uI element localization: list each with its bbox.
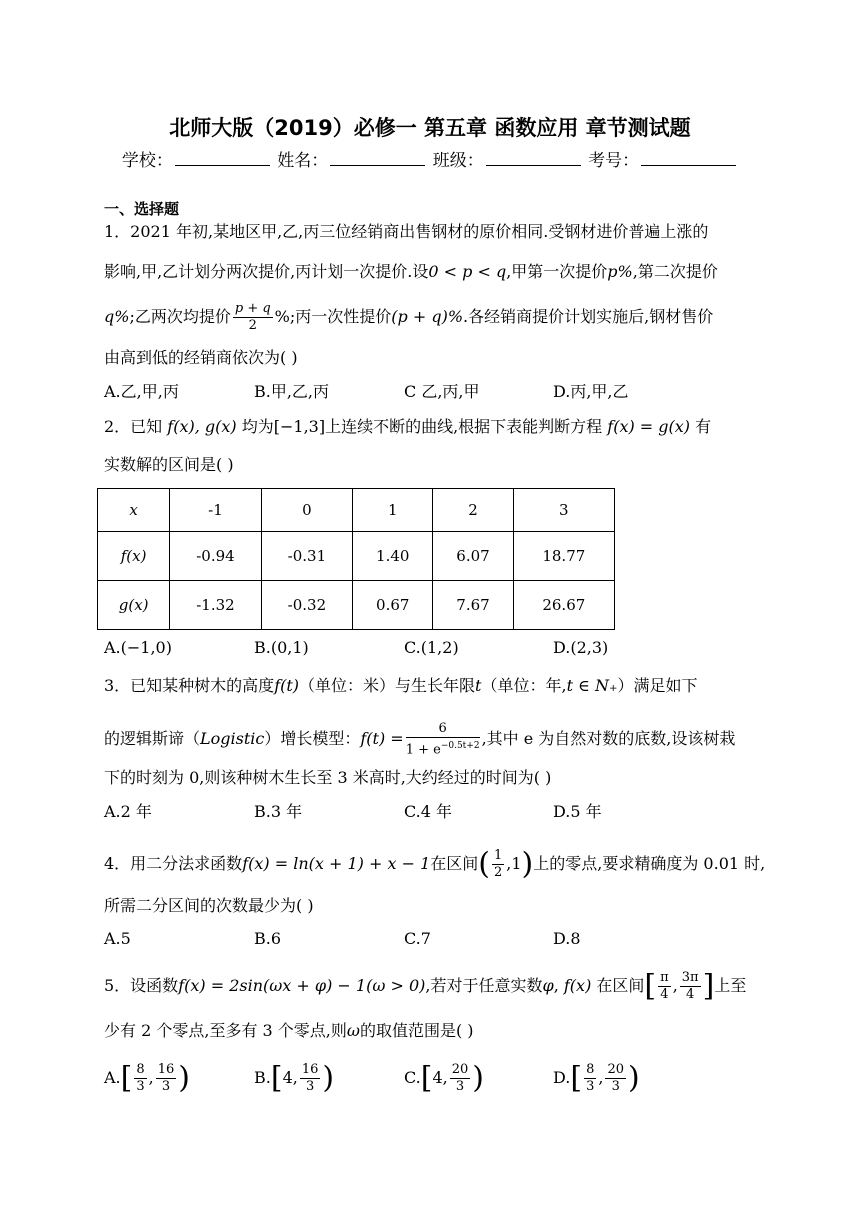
exponent: −0.5t+2 xyxy=(440,741,480,751)
denominator: 2 xyxy=(493,865,503,880)
q1-math: (p + q)% xyxy=(391,307,464,326)
bracket-close: ) xyxy=(627,1060,640,1096)
q2-text: 2．已知 xyxy=(104,417,163,436)
q1-line-3 xyxy=(104,301,713,334)
q2-line-2: 实数解的区间是( ) xyxy=(104,455,234,474)
q1-line-4: 由高到低的经销商依次为( ) xyxy=(104,348,298,367)
paren-close: ) xyxy=(521,846,534,882)
q2-value-table xyxy=(97,488,615,630)
table-cell: -0.31 xyxy=(261,532,352,581)
student-info-line xyxy=(0,146,860,171)
q4-text: 4．用二分法求函数 xyxy=(104,854,243,873)
page-title: 北师大版（2019）必修一 第五章 函数应用 章节测试题 xyxy=(169,116,691,140)
q3-option-b[interactable]: B.3 年 xyxy=(254,802,303,821)
q2-option-a[interactable]: A.(−1,0) xyxy=(104,638,172,657)
table-cell xyxy=(98,581,170,630)
q3-text: ）增长模型： xyxy=(264,729,361,749)
q1-math: q% xyxy=(104,307,130,326)
denominator: 4 xyxy=(660,987,669,1002)
fraction xyxy=(584,1062,596,1095)
table-header-row xyxy=(98,489,615,532)
q1-text: .各经销商提价计划实施后,钢材售价 xyxy=(463,307,714,326)
bracket-open: [ xyxy=(420,1060,433,1096)
q5-line-2 xyxy=(104,1021,474,1041)
fraction xyxy=(300,1062,321,1095)
numerator: 8 xyxy=(136,1062,145,1077)
q4-line-1 xyxy=(104,848,765,881)
fraction xyxy=(492,848,504,881)
bracket-close: ) xyxy=(178,1060,190,1096)
q4-line-2: 所需二分区间的次数最少为( ) xyxy=(104,896,314,915)
q1-math: p% xyxy=(607,262,633,281)
q2-option-b[interactable]: B.(0,1) xyxy=(254,638,309,657)
q5-math: f(x) = 2sin(ωx + φ) − 1(ω > 0) xyxy=(178,976,426,995)
q3-math: f(t) = xyxy=(360,729,404,749)
denominator: 4 xyxy=(686,987,695,1002)
option-prefix: D. xyxy=(553,1068,571,1087)
q1-line-2 xyxy=(104,262,718,282)
table-cell: 7.67 xyxy=(433,581,513,630)
q3-line-1 xyxy=(104,676,697,696)
q2-math: [−1,3] xyxy=(273,417,326,436)
denominator-base: 1 + e xyxy=(405,742,441,758)
school-label: 学校： xyxy=(121,151,173,171)
bracket-open: [ xyxy=(644,968,657,1004)
q5-text: , xyxy=(553,976,559,995)
q3-text: ,其中 e 为自然对数的底数,设该树栽 xyxy=(481,729,736,749)
q1-line-1: 1．2021 年初,某地区甲,乙,丙三位经销商出售钢材的原价相同.受钢材进价普遍上涨的 xyxy=(104,222,709,241)
q1-option-c[interactable]: C 乙,丙,甲 xyxy=(404,382,480,401)
q2-option-d[interactable]: D.(2,3) xyxy=(553,638,609,657)
q4-text: 上的零点,要求精确度为 0.01 时, xyxy=(533,854,766,873)
class-label: 班级： xyxy=(432,151,484,171)
q5-line-1: 5．设函数f(x) = 2sin(ωx + φ) − 1(ω > 0),若对于任意实数φ, f(x) 在区间[ $\frac{\pi}{4}$ , $\frac{3\pi}{4}$ ]上至 xyxy=(104,968,747,1004)
q4-option-a[interactable]: A.5 xyxy=(104,929,131,948)
q1-option-d[interactable]: D.丙,甲,乙 xyxy=(553,382,629,401)
option-prefix: C. xyxy=(404,1068,421,1087)
q3-text: （单位：米）与生长年限 xyxy=(299,676,476,695)
numerator: 8 xyxy=(586,1062,595,1077)
q2-text: 有 xyxy=(695,417,712,436)
table-cell: 0.67 xyxy=(353,581,433,630)
q3-option-d[interactable]: D.5 年 xyxy=(553,802,602,821)
bracket-open: [ xyxy=(120,1060,133,1096)
numerator: 16 xyxy=(301,1062,319,1077)
q4-math: ,1 xyxy=(506,854,522,873)
table-cell: 3 xyxy=(513,489,614,532)
numerator: 6 xyxy=(406,721,480,738)
q1-text: ,甲第一次提价 xyxy=(506,262,608,281)
name-blank xyxy=(330,151,425,166)
q2-line-1 xyxy=(104,417,711,437)
table-cell xyxy=(98,532,170,581)
fraction xyxy=(156,1062,177,1095)
bracket-close: ] xyxy=(702,968,715,1004)
numerator: 20 xyxy=(451,1062,469,1077)
fraction xyxy=(605,1062,626,1095)
table-cell-text: f(x) xyxy=(120,547,147,565)
denominator: 3 xyxy=(136,1079,145,1094)
denominator: 3 xyxy=(611,1079,620,1094)
denominator xyxy=(406,738,480,758)
numerator: π xyxy=(660,970,669,985)
numerator: 16 xyxy=(157,1062,175,1077)
table-cell: -1 xyxy=(170,489,261,532)
fraction xyxy=(658,970,671,1003)
q5-math: f(x) xyxy=(563,976,592,995)
q2-math: f(x), g(x) xyxy=(167,417,237,436)
table-cell-text: x xyxy=(129,501,138,519)
school-blank xyxy=(175,151,270,166)
fraction xyxy=(680,970,701,1003)
q1-option-b[interactable]: B.甲,乙,丙 xyxy=(254,382,330,401)
q1-math: 0 < p < q xyxy=(428,262,507,281)
q3-text: ）满足如下 xyxy=(617,676,698,695)
bracket-open: [ xyxy=(570,1060,583,1096)
q4-math: f(x) = ln(x + 1) + x − 1 xyxy=(242,854,431,873)
q3-text: 的逻辑斯谛（ xyxy=(104,729,201,749)
option-value: 4, xyxy=(432,1068,448,1087)
q5-text: 在区间 xyxy=(596,976,645,995)
fraction xyxy=(450,1062,471,1095)
name-label: 姓名： xyxy=(277,151,329,171)
option-prefix: B. xyxy=(254,1068,271,1087)
table-cell: -0.32 xyxy=(261,581,352,630)
q4-option-b[interactable]: B.6 xyxy=(254,929,282,948)
table-row xyxy=(98,532,615,581)
table-cell: 2 xyxy=(433,489,513,532)
table-cell: 1.40 xyxy=(353,532,433,581)
table-cell: -1.32 xyxy=(170,581,261,630)
q3-text: （单位：年, xyxy=(481,676,567,695)
q5-text: ,若对于任意实数 xyxy=(425,976,543,995)
q3-math: t ∈ N₊ xyxy=(566,676,618,695)
q3-option-c[interactable]: C.4 年 xyxy=(404,802,453,821)
table-cell: 0 xyxy=(261,489,352,532)
q5-option-a[interactable]: A.[ $\frac{8}{3}$ , $\frac{16}{3}$ ) xyxy=(104,1060,190,1096)
bracket-open: [ xyxy=(270,1060,283,1096)
numerator: 3π xyxy=(681,970,699,985)
number-blank xyxy=(641,151,736,166)
q3-line-2 xyxy=(104,721,735,758)
denominator: 3 xyxy=(305,1079,315,1094)
numerator: 1 xyxy=(493,848,503,863)
denominator: 3 xyxy=(455,1079,465,1094)
q2-text: 上连续不断的曲线,根据下表能判断方程 xyxy=(325,417,603,436)
fraction xyxy=(134,1062,146,1095)
q4-option-d[interactable]: D.8 xyxy=(553,929,581,948)
denominator: 3 xyxy=(161,1079,171,1094)
q4-option-c[interactable]: C.7 xyxy=(404,929,431,948)
q5-math: φ xyxy=(542,976,554,995)
q3-math: f(t) xyxy=(274,676,300,695)
q4-text: 在区间 xyxy=(430,854,479,873)
q1-option-a[interactable]: A.乙,甲,丙 xyxy=(104,382,179,401)
fraction xyxy=(233,301,273,334)
q3-option-a[interactable]: A.2 年 xyxy=(104,802,152,821)
option-prefix: A. xyxy=(104,1068,121,1087)
table-cell: 26.67 xyxy=(513,581,614,630)
denominator: 2 xyxy=(248,318,257,333)
q3-line-3: 下的时刻为 0,则该种树木生长至 3 米高时,大约经过的时间为( ) xyxy=(104,768,552,787)
q5-option-b[interactable] xyxy=(254,1062,334,1095)
paren-open: ( xyxy=(478,846,490,882)
bracket-close: ) xyxy=(322,1060,335,1096)
table-row xyxy=(98,581,615,630)
option-value: 4, xyxy=(282,1068,298,1087)
q3-text: 3．已知某种树木的高度 xyxy=(104,676,275,695)
table-cell xyxy=(98,489,170,532)
q1-text: ,第二次提价 xyxy=(632,262,718,281)
q1-text: ;乙两次均提价 xyxy=(129,307,231,326)
q5-math: ω xyxy=(346,1021,360,1040)
table-cell: -0.94 xyxy=(170,532,261,581)
q2-text: 均为 xyxy=(241,417,274,436)
q5-option-c[interactable] xyxy=(404,1062,484,1095)
numerator: p + q xyxy=(234,301,271,316)
denominator: 3 xyxy=(586,1079,595,1094)
q3-math: t xyxy=(475,676,482,695)
q5-text: 少有 2 个零点,至多有 3 个零点,则 xyxy=(104,1021,347,1040)
bracket-close: ) xyxy=(472,1060,485,1096)
q1-text: %;丙一次性提价 xyxy=(274,307,392,326)
q5-option-d[interactable]: D.[ $\frac{8}{3}$ , $\frac{20}{3}$ ) xyxy=(553,1060,640,1096)
q2-math: f(x) = g(x) xyxy=(607,417,691,436)
fraction xyxy=(406,721,480,758)
q5-text: 5．设函数 xyxy=(104,976,179,995)
number-label: 考号： xyxy=(588,151,640,171)
numerator: 20 xyxy=(607,1062,624,1077)
q1-text: 影响,甲,乙计划分两次提价,丙计划一次提价.设 xyxy=(104,262,429,281)
section-heading: 一、选择题 xyxy=(104,200,180,218)
q3-math: Logistic xyxy=(200,729,265,749)
q5-text: 的取值范围是( ) xyxy=(359,1021,474,1040)
table-cell: 6.07 xyxy=(433,532,513,581)
class-blank xyxy=(486,151,581,166)
table-cell: 1 xyxy=(353,489,433,532)
table-cell-text: g(x) xyxy=(118,596,149,614)
q2-option-c[interactable]: C.(1,2) xyxy=(404,638,459,657)
q5-text: 上至 xyxy=(714,976,747,995)
table-cell: 18.77 xyxy=(513,532,614,581)
